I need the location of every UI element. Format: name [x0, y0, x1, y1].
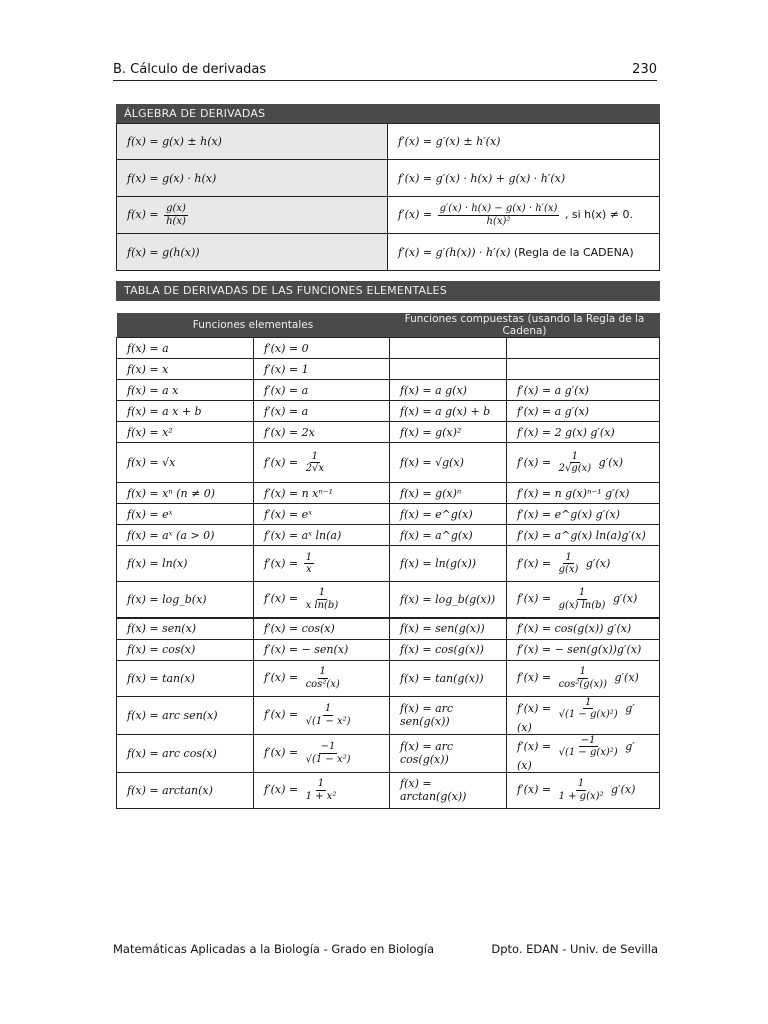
table-row [117, 639, 660, 660]
fraction [304, 552, 314, 576]
table-cell: f(x) = tan(g(x)) [390, 660, 507, 696]
fraction [557, 552, 581, 576]
table-row [117, 660, 660, 696]
table-row [117, 124, 660, 160]
fraction [438, 203, 560, 227]
header-composite: Funciones compuestas (usando la Regla de la Cadena) [390, 313, 660, 338]
table-cell: f(x) = ln(x) [117, 546, 254, 582]
table-row [117, 380, 660, 401]
numerator: 1 [565, 551, 572, 563]
formula-prefix: f′(x) = [398, 208, 433, 221]
denominator: h(x) [166, 215, 186, 227]
fraction [557, 778, 606, 802]
table-cell: f(x) = sen(x) [117, 618, 254, 640]
page-number: 230 [632, 62, 657, 77]
table-cell [507, 660, 660, 696]
formula-suffix: g′(x) [517, 739, 635, 772]
table-cell: f′(x) = 2 g(x) g′(x) [507, 422, 660, 443]
function-cell: f(x) = g(x) ± h(x) [117, 124, 388, 160]
table-cell: f(x) = √x [117, 443, 254, 483]
table-cell: f(x) = ln(g(x)) [390, 546, 507, 582]
fraction [557, 697, 620, 721]
table-cell: f′(x) = 2x [254, 422, 390, 443]
table-row [117, 483, 660, 504]
numerator: −1 [580, 734, 596, 746]
derivatives-table [116, 313, 660, 809]
header-elementary: Funciones elementales [117, 313, 390, 338]
algebra-table [116, 123, 660, 271]
table-cell: f′(x) = e^g(x) g′(x) [507, 504, 660, 525]
table-row [117, 197, 660, 234]
table-cell: f(x) = a x [117, 380, 254, 401]
table-row [117, 772, 660, 808]
table-cell: f(x) = eˣ [117, 504, 254, 525]
formula-prefix: f′(x) = [264, 556, 299, 570]
numerator: g′(x) · h(x) − g(x) · h′(x) [439, 203, 558, 214]
fraction [304, 703, 353, 727]
table-cell [254, 660, 390, 696]
fraction [304, 778, 339, 802]
table-cell [507, 359, 660, 380]
table-row [117, 160, 660, 197]
formula-suffix: g′(x) [598, 455, 623, 469]
fraction [304, 451, 326, 475]
table-cell [254, 582, 390, 618]
fraction [557, 735, 620, 759]
table-cell: f(x) = a g(x) [390, 380, 507, 401]
derivative-cell [388, 197, 660, 234]
derivative-cell: f′(x) = g′(x) ± h′(x) [388, 124, 660, 160]
table-row [117, 359, 660, 380]
table-cell: f(x) = log_b(g(x)) [390, 582, 507, 618]
footer-left: Matemáticas Aplicadas a la Biología - Grado en Biología [113, 942, 434, 956]
table-cell: f(x) = a [117, 338, 254, 359]
table-cell: f(x) = arc sen(g(x)) [390, 696, 507, 734]
table-cell: f′(x) = n g(x)ⁿ⁻¹ g′(x) [507, 483, 660, 504]
denominator: h(x)² [486, 215, 511, 227]
fraction [304, 587, 341, 611]
denominator: 2√g(x) [558, 463, 592, 474]
formula-prefix: f′(x) = [517, 592, 552, 606]
formula-suffix: g′(x) [517, 701, 635, 734]
table-cell: f(x) = x [117, 359, 254, 380]
derivatives-title: TABLA DE DERIVADAS DE LAS FUNCIONES ELEMENTALES [116, 281, 660, 301]
formula-prefix: f′(x) = [264, 783, 299, 796]
numerator: 1 [311, 450, 318, 462]
formula-prefix: f′(x) = [517, 556, 552, 570]
fraction [557, 666, 609, 690]
table-cell [507, 696, 660, 734]
table-row [117, 338, 660, 359]
section-title: B. Cálculo de derivadas [113, 62, 267, 77]
table-cell: f′(x) = eˣ [254, 504, 390, 525]
table-cell: f′(x) = a g′(x) [507, 380, 660, 401]
table-cell: f′(x) = a [254, 380, 390, 401]
table-cell: f(x) = arc cos(g(x)) [390, 734, 507, 772]
table-row [117, 234, 660, 271]
formula-prefix: f(x) = [127, 208, 159, 221]
table-cell [390, 338, 507, 359]
table-cell [254, 734, 390, 772]
table-cell [507, 443, 660, 483]
table-cell: f′(x) = a g′(x) [507, 401, 660, 422]
numerator: 1 [579, 666, 586, 677]
table-cell: f(x) = e^g(x) [390, 504, 507, 525]
denominator: √(1 − x²) [305, 753, 351, 765]
table-row [117, 401, 660, 422]
table-row [117, 422, 660, 443]
denominator: √(1 − g(x)²) [558, 747, 618, 758]
function-cell: f(x) = g(h(x)) [117, 234, 388, 271]
numerator: 1 [577, 778, 585, 789]
function-cell [117, 197, 388, 234]
numerator: 1 [571, 450, 579, 462]
formula-suffix: g′(x) [614, 671, 639, 684]
table-row [117, 696, 660, 734]
table-cell [507, 338, 660, 359]
table-cell [254, 696, 390, 734]
formula-prefix: f′(x) = [517, 455, 552, 469]
table-cell [254, 443, 390, 483]
table-cell: f(x) = tan(x) [117, 660, 254, 696]
table-cell: f′(x) = a [254, 401, 390, 422]
table-cell: f(x) = g(x)² [390, 422, 507, 443]
table-row [117, 618, 660, 640]
table-cell: f′(x) = a^g(x) ln(a)g′(x) [507, 525, 660, 546]
formula-prefix: f′(x) = [517, 671, 552, 684]
table-cell: f′(x) = cos(g(x)) g′(x) [507, 618, 660, 640]
numerator: −1 [320, 741, 336, 752]
table-cell [507, 734, 660, 772]
table-cell: f(x) = x² [117, 422, 254, 443]
condition-note: , si h(x) ≠ 0. [564, 208, 633, 221]
denominator: cos²(x) [305, 678, 340, 690]
table-cell: f′(x) = 0 [254, 338, 390, 359]
table-cell: f(x) = arctan(x) [117, 772, 254, 808]
table-row [117, 504, 660, 525]
numerator: 1 [319, 666, 326, 677]
table-cell: f(x) = √g(x) [390, 443, 507, 483]
numerator: 1 [318, 587, 326, 599]
table-cell: f′(x) = n xⁿ⁻¹ [254, 483, 390, 504]
table-cell: f(x) = a g(x) + b [390, 401, 507, 422]
table-cell [507, 772, 660, 808]
formula-prefix: f′(x) = [264, 671, 299, 684]
formula-prefix: f′(x) = [517, 739, 552, 753]
denominator: cos²(g(x)) [558, 678, 607, 690]
table-row [117, 525, 660, 546]
table-cell: f(x) = aˣ (a > 0) [117, 525, 254, 546]
formula-prefix: f′(x) = [517, 783, 552, 796]
table-cell: f(x) = sen(g(x)) [390, 618, 507, 640]
table-cell [254, 546, 390, 582]
formula-suffix: g′(x) [612, 592, 638, 606]
numerator: 1 [317, 778, 325, 789]
table-cell: f(x) = log_b(x) [117, 582, 254, 618]
table-cell: f(x) = a x + b [117, 401, 254, 422]
table-cell: f(x) = cos(x) [117, 639, 254, 660]
formula-prefix: f′(x) = [264, 708, 299, 721]
algebra-title: ÁLGEBRA DE DERIVADAS [116, 104, 660, 124]
table-cell: f(x) = a^g(x) [390, 525, 507, 546]
fraction [164, 203, 188, 227]
table-cell [507, 546, 660, 582]
denominator: √(1 − g(x)²) [558, 709, 618, 720]
derivative-cell [388, 234, 660, 271]
numerator: g(x) [166, 203, 186, 214]
table-row [117, 734, 660, 772]
denominator: g(x) ln(b) [558, 599, 606, 611]
fraction [304, 741, 353, 765]
numerator: 1 [584, 696, 592, 708]
table-cell: f′(x) = − sen(x) [254, 639, 390, 660]
formula-prefix: f′(x) = [264, 746, 299, 759]
table-cell: f′(x) = − sen(g(x))g′(x) [507, 639, 660, 660]
table-header-row [117, 313, 660, 338]
chain-rule-note: (Regla de la CADENA) [513, 245, 634, 259]
table-row [117, 582, 660, 618]
derivative-cell: f′(x) = g′(x) · h(x) + g(x) · h′(x) [388, 160, 660, 197]
formula-suffix: g′(x) [585, 556, 611, 570]
table-cell [390, 359, 507, 380]
formula-prefix: f′(x) = [264, 592, 299, 606]
numerator: 1 [324, 703, 332, 714]
denominator: g(x) [558, 564, 579, 575]
denominator: x ln(b) [305, 599, 339, 611]
footer-right: Dpto. EDAN - Univ. de Sevilla [491, 942, 658, 956]
fraction [557, 587, 608, 611]
table-cell: f(x) = arc cos(x) [117, 734, 254, 772]
denominator: 1 + x² [305, 790, 337, 802]
fraction [304, 666, 342, 690]
denominator: x [305, 564, 312, 575]
formula-suffix: g′(x) [611, 783, 636, 796]
table-cell [254, 772, 390, 808]
fraction [557, 451, 594, 475]
formula-prefix: f′(x) = [264, 455, 299, 469]
table-cell: f(x) = xⁿ (n ≠ 0) [117, 483, 254, 504]
formula: f′(x) = g′(h(x)) · h′(x) [398, 245, 511, 259]
table-row [117, 546, 660, 582]
table-cell: f(x) = cos(g(x)) [390, 639, 507, 660]
table-cell: f(x) = arc sen(x) [117, 696, 254, 734]
table-cell [507, 582, 660, 618]
function-cell: f(x) = g(x) · h(x) [117, 160, 388, 197]
table-cell: f′(x) = 1 [254, 359, 390, 380]
table-row [117, 443, 660, 483]
table-cell: f(x) = g(x)ⁿ [390, 483, 507, 504]
numerator: 1 [578, 587, 586, 599]
denominator: 1 + g(x)² [558, 790, 604, 802]
table-cell: f′(x) = cos(x) [254, 618, 390, 640]
page-header [113, 62, 657, 81]
table-cell: f(x) = arctan(g(x)) [390, 772, 507, 808]
table-cell: f′(x) = aˣ ln(a) [254, 525, 390, 546]
denominator: 2√x [305, 463, 324, 474]
denominator: √(1 − x²) [305, 715, 351, 727]
numerator: 1 [305, 551, 312, 563]
formula-prefix: f′(x) = [517, 701, 552, 715]
